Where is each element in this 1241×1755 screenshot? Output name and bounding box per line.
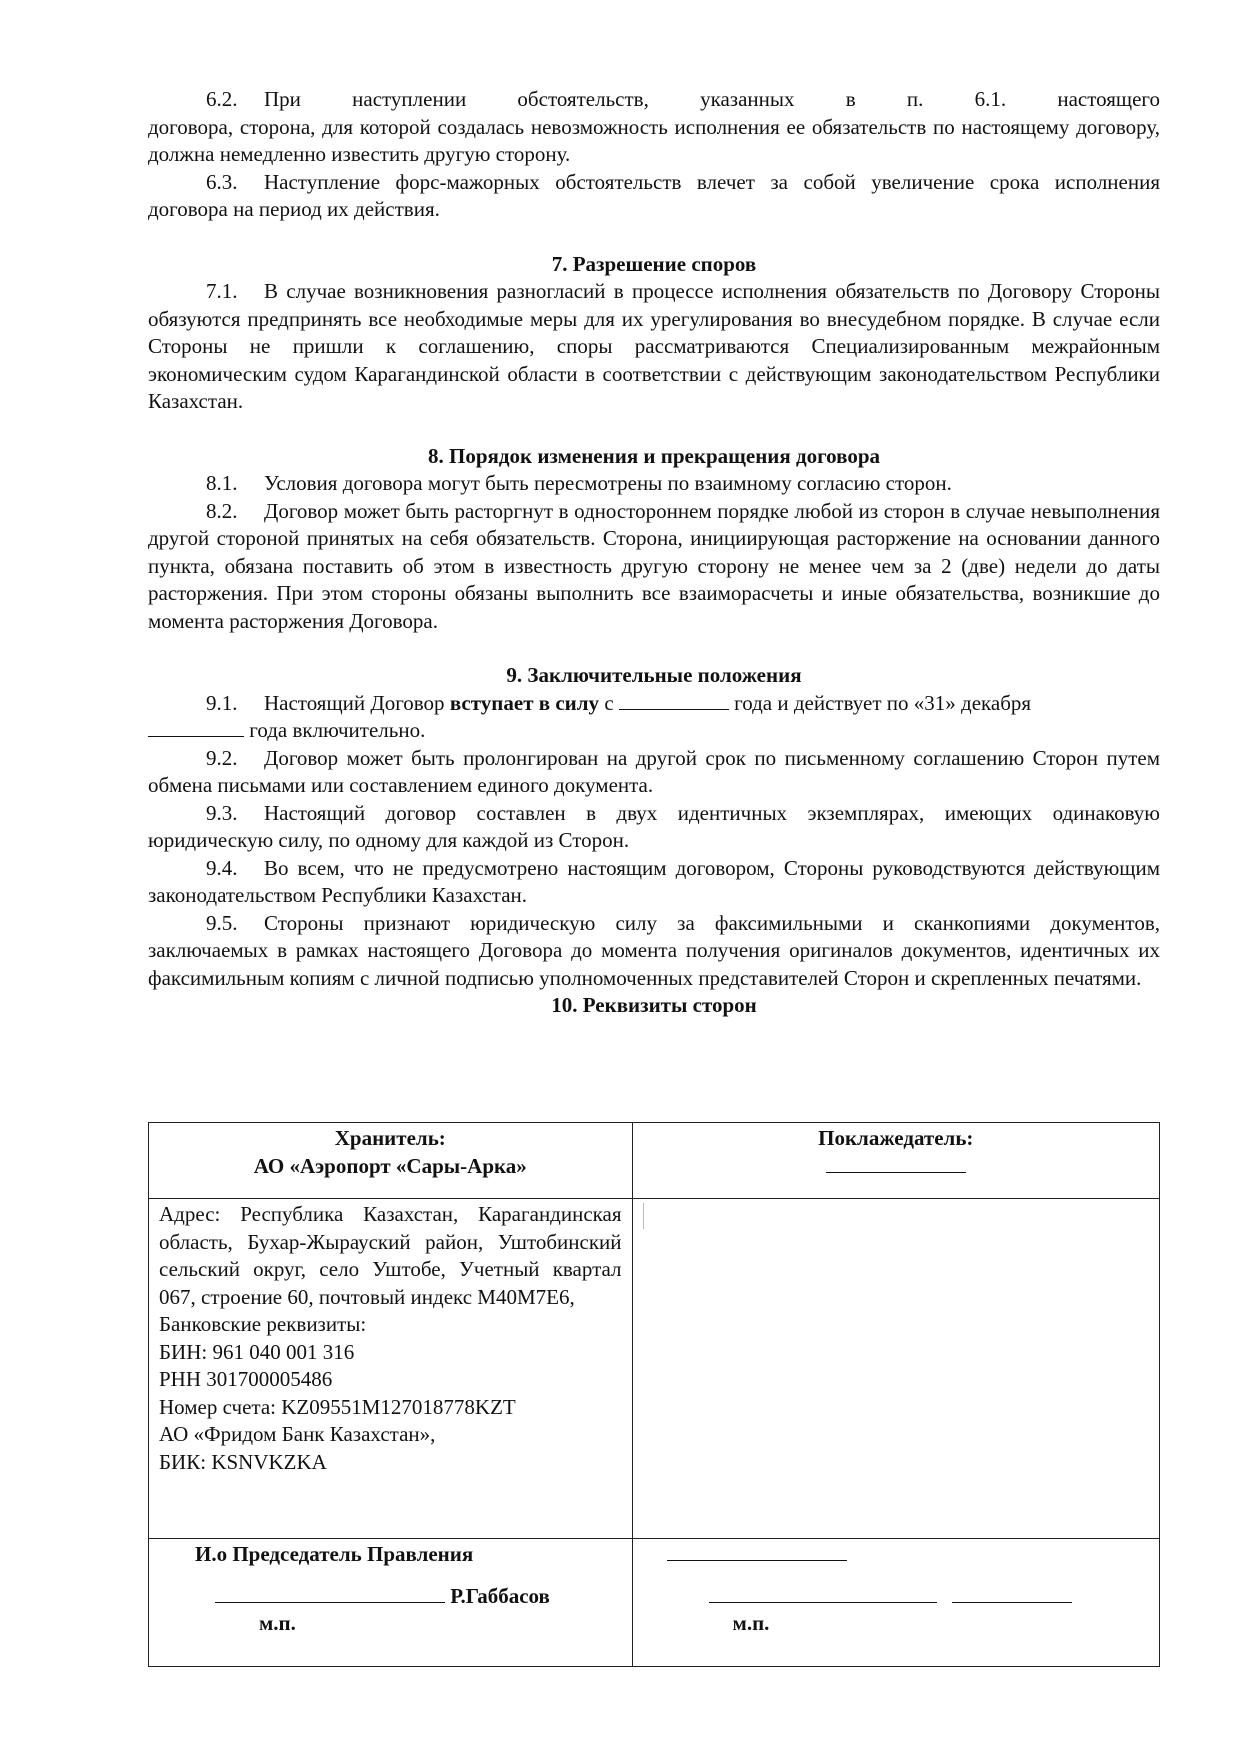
clause-text: Стороны признают юридическую силу за факсимильными и сканкопиями документов, заключаемых в рамках настоящего Договора до момента получения оригиналов документов, идентичных их факсимильным копиям с личной подписью уполномоченных представителей Сторон и скрепленных печатями. [148,910,1160,990]
clause-6-2-line1 [148,86,1160,114]
keeper-title: Хранитель: [334,1126,446,1150]
clause-9-5 [148,910,1160,993]
section-7-heading: 7. Разрешение споров [551,251,757,276]
clause-7-1 [148,278,1160,416]
depositor-name-blank [643,1153,1149,1181]
depositor-signature-cell [632,1539,1159,1667]
requisites-table [148,1122,1160,1667]
bik-value: БИК: KSNVKZKA [159,1449,327,1474]
clause-text: Наступление форс-мажорных обстоятельств влечет за собой увеличение срока исполнения договора на период их действия. [148,169,1160,221]
section-9-heading: 9. Заключительные положения [506,663,802,687]
section-10-heading: 10. Реквизиты сторон [551,993,757,1017]
position-blank [667,1541,847,1561]
clause-6-3 [148,169,1160,224]
clause-text: Настоящий Договор [264,690,450,715]
depositor-header-cell [632,1123,1159,1199]
keeper-stamp-label: м.п. [259,1611,296,1635]
requisites-header-row [149,1123,1160,1199]
account-number: Номер счета: KZ09551M127018778KZT [159,1394,516,1419]
clause-9-3 [148,800,1160,855]
keeper-signer: Р.Габбасов [450,1583,550,1608]
clause-number: 9.4. [206,855,238,880]
keeper-signature-cell [149,1539,633,1667]
bin-value: БИН: 961 040 001 316 [159,1339,355,1364]
clause-number: 9.2. [206,745,238,770]
signer-name-blank [952,1583,1072,1603]
keeper-signature-line [159,1583,622,1611]
clause-bold-text: вступает в силу [449,690,600,715]
depositor-details-cell [632,1199,1159,1539]
clause-text: При наступлении обстоятельств, указанных в п. 6.1. настоящего [264,87,1160,111]
clause-text: года и действует по «31» декабря [728,690,1032,715]
text-cursor-mark [643,1203,644,1229]
clause-text: года включительно. [244,718,426,742]
keeper-org: АО «Аэропорт «Сары-Арка» [253,1153,527,1178]
clause-number: 7.1. [206,279,238,303]
clause-number: 9.1. [206,690,238,715]
depositor-position-line [643,1541,1149,1569]
clause-number: 8.2. [206,498,238,523]
clause-8-2 [148,498,1160,636]
clause-text: Условия договора могут быть пересмотрены по взаимному согласию сторон. [264,471,952,495]
rnn-value: РНН 301700005486 [159,1367,333,1391]
clause-text: Договор может быть расторгнут в одностороннем порядке любой из сторон в случае невыполнения другой стороной принятых на себя обязательств. Сторона, инициирующая расторжение на основании данного пункта, обязана поставить об этом в известность другую сторону не менее чем за 2 (две) недели до даты расторжения. При этом стороны обязаны выполнить все взаиморасчеты и иные обязательства, возникшие до момента расторжения Договора. [148,498,1160,633]
clause-9-4 [148,855,1160,910]
clause-text: Договор может быть пролонгирован на другой срок по письменному соглашению Сторон путем обмена письмами или составлением единого документа. [148,745,1160,797]
signature-blank [215,1583,445,1603]
clause-number: 9.5. [206,910,238,935]
clause-text: Настоящий договор составлен в двух идентичных экземплярах, имеющих одинаковую юридическую силу, по одному для каждой из Сторон. [148,800,1160,852]
clause-9-2 [148,745,1160,800]
clause-number: 9.3. [206,800,238,825]
bank-details-title: Банковские реквизиты: [159,1312,367,1336]
clause-text: с [599,690,619,715]
clause-9-1 [148,690,1160,745]
keeper-details-cell [149,1199,633,1539]
requisites-details-row [149,1199,1160,1539]
keeper-header-cell [149,1123,633,1199]
signature-blank [709,1583,937,1603]
clause-text: Во всем, что не предусмотрено настоящим договором, Стороны руководствуются действующим законодательством Республики Казахстан. [148,855,1160,907]
clause-text: В случае возникновения разногласий в процессе исполнения обязательств по Договору Стороны обязуются предпринять все необходимые меры для их урегулирования во внесудебном порядке. В случае если Стороны не пришли к соглашению, споры рассматриваются Специализированным межрайонным экономическим судом Карагандинской области в соответствии с действующим законодательством Республики Казахстан. [148,279,1160,413]
clause-number: 6.3. [206,169,238,194]
clause-8-1 [148,470,1160,498]
keeper-position: И.о Председатель Правления [195,1542,474,1566]
requisites-signature-row [149,1539,1160,1667]
bank-name: АО «Фридом Банк Казахстан», [159,1422,436,1446]
document-body [148,86,1160,1020]
depositor-signature-line [643,1583,1149,1611]
clause-number: 6.2. [206,87,238,111]
depositor-stamp-label: м.п. [732,1611,770,1635]
clause-6-2-rest: договора, сторона, для которой создалась невозможность исполнения ее обязательств по настоящему договору, должна немедленно известить другую сторону. [148,114,1160,166]
keeper-address: Адрес: Республика Казахстан, Карагандинская область, Бухар-Жырауский район, Уштобинский сельский округ, село Уштобе, Учетный квартал 067, строение 60, почтовый индекс M40M7E6, [159,1202,622,1309]
depositor-title: Поклажедатель: [818,1126,974,1150]
year-blank [148,717,244,737]
date-blank [619,690,729,710]
clause-number: 8.1. [206,471,238,495]
section-8-heading: 8. Порядок изменения и прекращения договора [427,443,881,468]
